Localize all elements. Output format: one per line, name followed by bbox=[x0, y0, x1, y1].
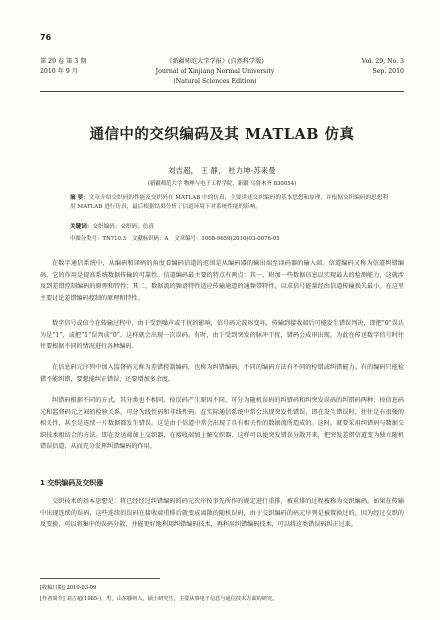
body-paragraph: 在数字通信系统中，从编码和译码的角度看编码信道的范围是从编码器的输出端至译码器的输入端。信道编码又称为信道纠错编码，它的作用是提高系统数据传输的可靠性。信道编码最主要的特点有两点：其一，附加一些数据信息以实现最大的检测能力，这就涉及到差错控制编码的原理和特性；其二，数据流的频谱特性适应传输通道的通频带特性，以求信号能量经由信道传输损失最小。在这里主要讨论差错编码控制的原理和特性。 bbox=[40, 260, 404, 302]
abstract bbox=[70, 194, 388, 211]
header-divider bbox=[40, 91, 404, 92]
volume-issue-en: Vol. 29, No. 3 bbox=[361, 58, 404, 65]
section-heading: 1 交织编码及交织器 bbox=[40, 479, 104, 487]
body-paragraph: 在信息码元序列中加入监督码元称为差错控制编码，也称为纠错编码。不同的编码方法有不同的检错或纠错能力。有的编码只能检错不能纠错，要想能纠正错误，还要增加多余度。 bbox=[40, 364, 404, 383]
doc-code-value: A bbox=[164, 236, 169, 242]
clc-value: TN710.3 bbox=[102, 236, 127, 242]
body-paragraph: 纠错码根据不同的方式，其分类也不相同。按误码产生原因不同，可分为随机误码的纠错码和纠突发误码的纠错码两种；按信息码元和监督码元之间的检验关系，可分为线性码和非线性码。在实际通信系统中常会出现突发性错误，即在发生错误时，往往是有很强的相关性，甚至是连续一片数据都发生错误。这是由于信道中常会出现了具有相关性的数据流所造成的。这时，就要采用纠错码与数据交织技术相结合的方法。即在发送端加上交织器，在接收端加上解交织器，这样可以使突发错误分散开来，把突发差错信道变为独立随机错误信道，从而充分发挥纠错编码的作用。 bbox=[40, 397, 404, 451]
authors: 刘吉超， 王 静， 杜力坤·苏来曼 bbox=[168, 166, 276, 175]
header-left bbox=[40, 57, 86, 77]
page-number: 76 bbox=[40, 33, 52, 42]
body-paragraph: 数字信号或信令在传输过程中，由于受到噪声或干扰的影响，信号码元波形变坏，传输到接收端后可能发生错误判决，即把“0”误认为是“1”，或把“1”误判成“0”。这样就会出现一次误码。有时，由于受到突发的脉冲干扰，错码会成串出现，为此在传送数字信号时往往要根据不同的情况进行各种编码。 bbox=[40, 320, 404, 351]
article-number-label: 文章编号： bbox=[174, 236, 202, 242]
classification-row bbox=[70, 234, 388, 242]
header-center bbox=[110, 57, 320, 87]
doc-code-label: 文献标识码： bbox=[132, 236, 165, 242]
footnote-divider bbox=[40, 578, 160, 579]
journal-name-en-sub: (Natural Sciences Edition) bbox=[173, 78, 257, 85]
paper-title: 通信中的交织编码及其 MATLAB 仿真 bbox=[89, 126, 355, 143]
affiliation: (新疆师范大学 物理与电子工程学院，新疆 乌鲁木齐 830054) bbox=[147, 181, 297, 187]
date-en: Sep. 2010 bbox=[372, 68, 404, 75]
footnote-received: [收稿日期] 2010-03-09 bbox=[40, 585, 97, 591]
header-right bbox=[362, 57, 404, 77]
volume-issue-cn: 第 29 卷 第 3 期 bbox=[40, 58, 87, 65]
journal-name-en: Journal of Xinjiang Normal University bbox=[155, 68, 275, 75]
article-number-value: 1008-9659(2010)03-0076-05 bbox=[201, 236, 280, 242]
journal-name-cn: 《新疆师范大学学报》(自然科学版) bbox=[166, 58, 264, 65]
body-paragraph: 交织技术的基本思想是：将已经经过纠错编码的码元次序按事先所作的规定进行重排，被重排的过程被称为交织编码。如果在传输中出现连续的误码，这些连续的误码在接收端重排后就变成离散的随机误码，由于交织编码的码元序列是被置换过的，因为经过交织的反变换，可以将集中的误码分散，并能更好地利用纠错编码技术，再利用纠错编码技术，可以将这类错误码纠正过来。 bbox=[40, 498, 404, 529]
footnote-author-bio: [作者简介] 刘吉超(1985-)，男，山东滕州人，硕士研究生，主要从事电子信息与通信技术方面的研究。 bbox=[40, 596, 278, 602]
keywords bbox=[70, 222, 388, 230]
abstract-label: 摘 要： bbox=[70, 195, 89, 201]
abstract-text: 文章介绍交织码的性能及交织码在 MATLAB 中的仿真，主要讲述交织编码的基本思想和原理，并根据交织编码的思想利用 MATLAB 进行仿真，最后根据结果分析了信道环境下对系统性能的影响。 bbox=[70, 195, 388, 210]
keywords-label: 关键词： bbox=[70, 224, 93, 230]
keywords-text: 交织编码；交织码；仿真 bbox=[92, 224, 154, 230]
clc-label: 中图分类号： bbox=[70, 236, 103, 242]
date-cn: 2010 年 9 月 bbox=[40, 68, 78, 75]
